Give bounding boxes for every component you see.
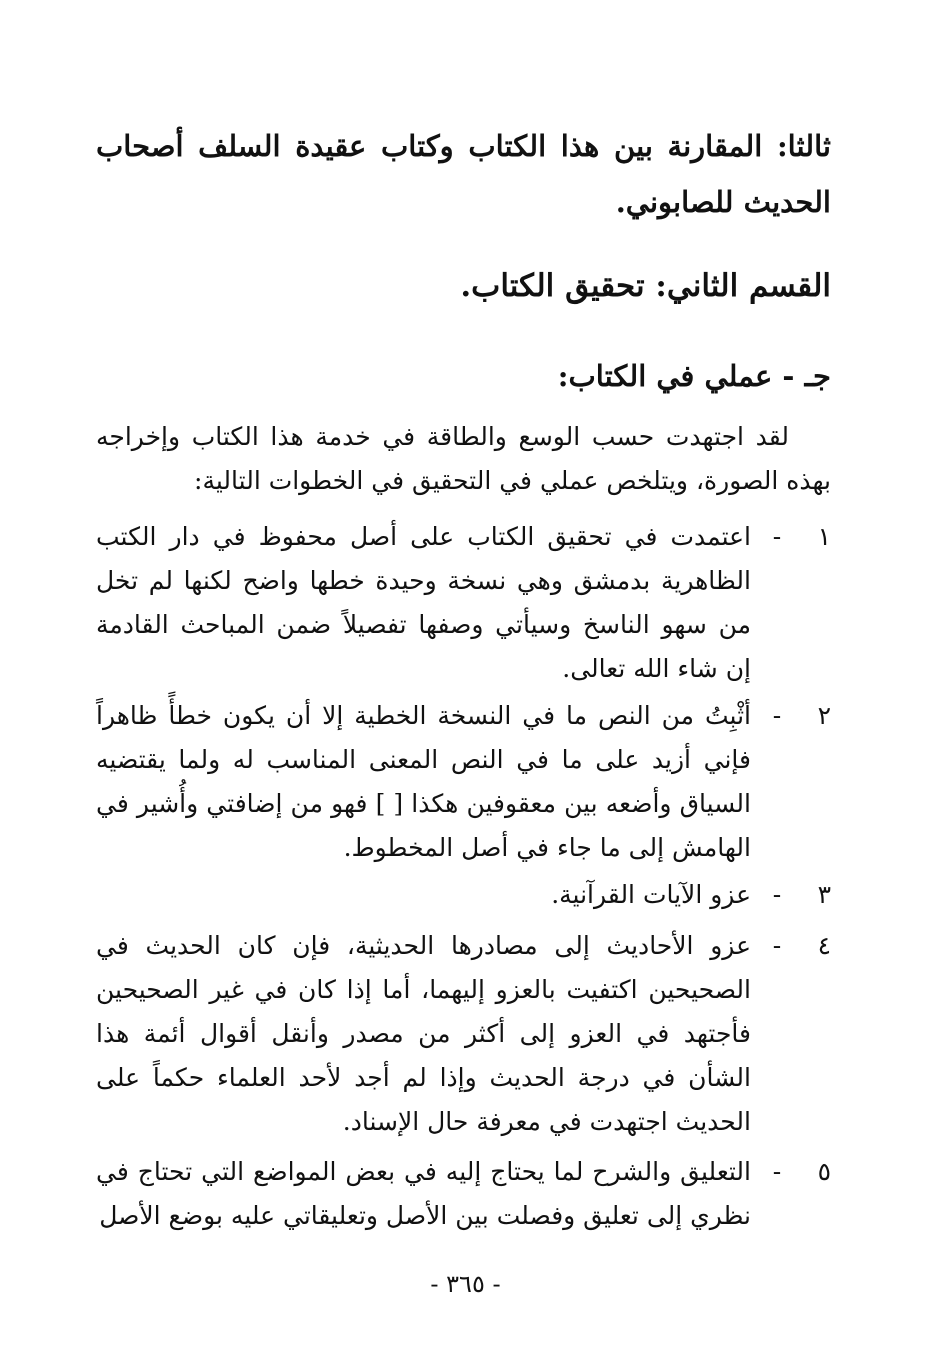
section-heading-part-two: القسم الثاني: تحقيق الكتاب. (460, 268, 831, 304)
list-item (96, 1150, 831, 1238)
list-item (96, 515, 831, 691)
intro-text: لقد اجتهدت حسب الوسع والطاقة في خدمة هذا الكتاب وإخراجه بهذه الصورة، ويتلخص عملي في التحقيق في الخطوات التالية: (96, 422, 831, 495)
list-item-number: ٥ (817, 1157, 831, 1186)
heading-comparison: ثالثا: المقارنة بين هذا الكتاب وكتاب عقيدة السلف أصحاب الحديث للصابوني. (96, 129, 831, 219)
list-item (96, 873, 831, 917)
sub-heading-my-work: جـ - عملي في الكتاب: (557, 359, 831, 393)
page-number: - ٣٦٥ - (430, 1270, 501, 1298)
list-item (96, 924, 831, 1144)
list-item-number: ٢ (817, 701, 831, 730)
list-item (96, 694, 831, 870)
list-item-number: ٣ (817, 880, 831, 909)
list-item-dash: - (772, 931, 782, 960)
list-item-number: ٤ (817, 931, 831, 960)
list-item-dash: - (772, 522, 782, 551)
list-item-number: ١ (817, 522, 831, 551)
list-item-dash: - (772, 701, 782, 730)
list-item-text: التعليق والشرح لما يحتاج إليه في بعض المواضع التي تحتاج في نظري إلى تعليق وفصلت بين الأصل وتعليقاتي عليه بوضع الأصل (96, 1157, 751, 1230)
list-item-text: عزو الآيات القرآنية. (551, 880, 751, 909)
intro-paragraph (96, 415, 831, 503)
list-item-dash: - (772, 880, 782, 909)
list-item-dash: - (772, 1157, 782, 1186)
list-item-text: اعتمدت في تحقيق الكتاب على أصل محفوظ في دار الكتب الظاهرية بدمشق وهي نسخة وحيدة خطها واضح لكنها لم تخل من سهو الناسخ وسيأتي وصفها تفصيلاً ضمن المباحث القادمة إن شاء الله تعالى. (96, 522, 751, 683)
list-item-text: عزو الأحاديث إلى مصادرها الحديثية، فإن كان الحديث في الصحيحين اكتفيت بالعزو إليهما، أما إذا كان في غير الصحيحين فأجتهد في العزو إلى أكثر من مصدر وأنقل أقوال أئمة هذا الشأن في درجة الحديث وإذا لم أجد لأحد العلماء حكماً على الحديث اجتهدت في معرفة حال الإسناد. (96, 931, 751, 1136)
list-item-text: أثْبِتُ من النص ما في النسخة الخطية إلا أن يكون خطأً ظاهراً فإني أزيد على ما في النص المعنى المناسب له ولما يقتضيه السياق وأضعه بين معقوفين هكذا [ ] فهو من إضافتي وأُشير في الهامش إلى ما جاء في أصل المخطوط. (96, 701, 751, 862)
